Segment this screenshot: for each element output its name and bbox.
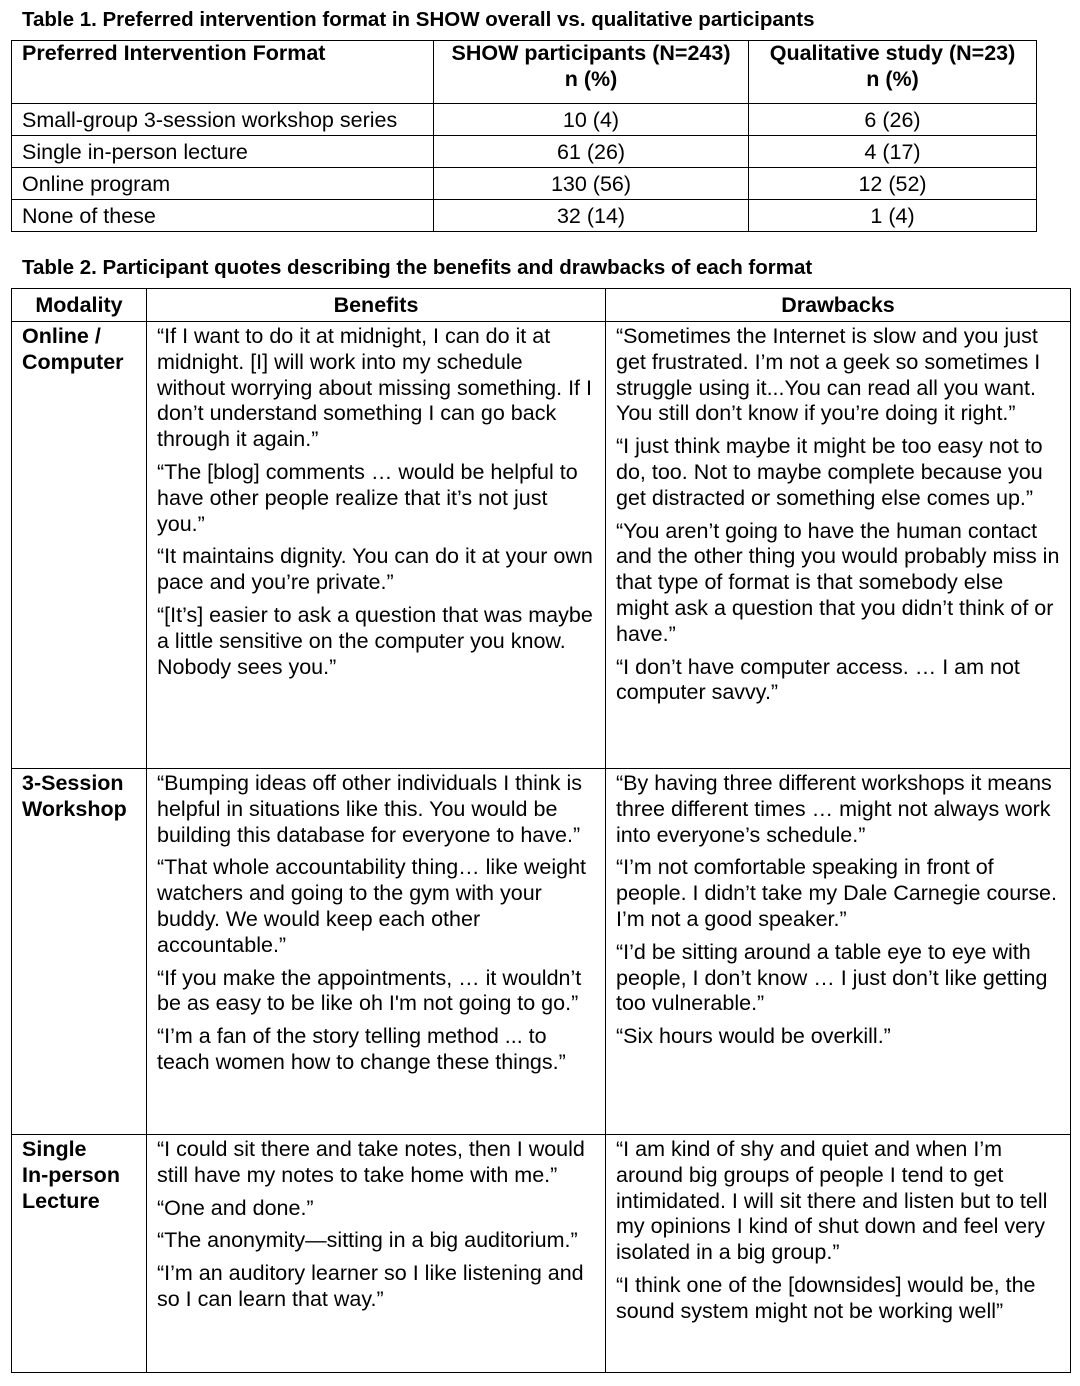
- table2-header-row: [12, 289, 1071, 322]
- quote: “That whole accountability thing… like weight watchers and going to the gym with your buddy. We would keep each other accountable.”: [157, 855, 587, 957]
- table-row: [12, 200, 1037, 232]
- modality-label: Lecture: [22, 1188, 100, 1213]
- modality-label: Workshop: [22, 796, 127, 821]
- drawbacks-cell: [606, 769, 1071, 1135]
- quote: “It maintains dignity. You can do it at your own pace and you’re private.”: [157, 544, 593, 595]
- format-cell: Single in-person lecture: [12, 136, 434, 168]
- show-count-cell: 32 (14): [434, 200, 749, 232]
- table-row: [12, 104, 1037, 136]
- quote: “If I want to do it at midnight, I can do it at midnight. [I] will work into my schedule without worrying about missing something. If I don’t understand something I can go back through it again.”: [157, 324, 592, 452]
- header-sublabel: n (%): [866, 66, 919, 91]
- quote: “I just think maybe it might be too easy not to do, too. Not to maybe complete because you get distracted or something else comes up.”: [616, 434, 1043, 510]
- show-count-cell: 130 (56): [434, 168, 749, 200]
- quote: “I am kind of shy and quiet and when I’m around big groups of people I tend to get intimidated. I will sit there and listen but to tell my opinions I kind of shut down and feel very isolated in a big group.”: [616, 1137, 1048, 1265]
- drawbacks-cell: [606, 322, 1071, 769]
- quote: “I could sit there and take notes, then I would still have my notes to take home with me.”: [157, 1137, 585, 1187]
- quote: “Six hours would be overkill.”: [616, 1024, 891, 1049]
- show-count-cell: 61 (26): [434, 136, 749, 168]
- format-cell: Small-group 3-session workshop series: [12, 104, 434, 136]
- quote: “I’m a fan of the story telling method ... to teach women how to change these things.”: [157, 1024, 566, 1074]
- modality-label: Online /: [22, 324, 101, 348]
- quote: “By having three different workshops it means three different times … might not always work into everyone’s schedule.”: [616, 771, 1052, 847]
- quote: “I’m not comfortable speaking in front of people. I didn’t take my Dale Carnegie course. I’m not a good speaker.”: [616, 855, 1057, 931]
- header-benefits: Benefits: [147, 289, 606, 322]
- preferred-format-table: [11, 40, 1037, 232]
- modality-row-online: [12, 322, 1071, 769]
- modality-label: Computer: [22, 349, 124, 374]
- format-cell: Online program: [12, 168, 434, 200]
- table1-header-format: [12, 41, 434, 104]
- table2-caption: Table 2. Participant quotes describing the benefits and drawbacks of each format: [22, 256, 813, 279]
- qual-count-cell: 6 (26): [749, 104, 1037, 136]
- quotes-table: [11, 288, 1071, 1373]
- show-count-cell: 10 (4): [434, 104, 749, 136]
- header-modality: Modality: [12, 289, 147, 322]
- quote: “I don’t have computer access. … I am not computer savvy.”: [616, 654, 1020, 705]
- modality-cell: [12, 322, 147, 769]
- modality-label: 3-Session: [22, 771, 124, 795]
- table1-caption: Table 1. Preferred intervention format in SHOW overall vs. qualitative participants: [22, 8, 815, 31]
- quote: “One and done.”: [157, 1195, 314, 1220]
- table1-header-show: [434, 41, 749, 104]
- drawbacks-cell: [606, 1135, 1071, 1373]
- quote: “I’d be sitting around a table eye to eye with people, I don’t know … I just don’t like getting too vulnerable.”: [616, 939, 1048, 1016]
- table1-header-qualitative: [749, 41, 1037, 104]
- quote: “I think one of the [downsides] would be, the sound system might not be working well”: [616, 1272, 1036, 1323]
- header-label: Preferred Intervention Format: [22, 41, 326, 65]
- header-drawbacks: Drawbacks: [606, 289, 1071, 322]
- modality-row-workshop: [12, 769, 1071, 1135]
- format-cell: None of these: [12, 200, 434, 232]
- quote: “Sometimes the Internet is slow and you just get frustrated. I’m not a geek so sometimes I struggle using it...You can read all you want. You still don’t know if you’re doing it right.”: [616, 324, 1041, 426]
- modality-cell: [12, 1135, 147, 1373]
- quote: “Bumping ideas off other individuals I think is helpful in situations like this. You would be building this database for everyone to have.”: [157, 771, 583, 847]
- header-sublabel: n (%): [564, 66, 618, 91]
- modality-label: In-person: [22, 1162, 120, 1187]
- header-label: SHOW participants (N=243): [451, 41, 731, 65]
- qual-count-cell: 1 (4): [749, 200, 1037, 232]
- qual-count-cell: 12 (52): [749, 168, 1037, 200]
- modality-cell: [12, 769, 147, 1135]
- table-row: [12, 136, 1037, 168]
- benefits-cell: [147, 322, 606, 769]
- table1-header-row: [12, 41, 1037, 104]
- quote: “I’m an auditory learner so I like listening and so I can learn that way.”: [157, 1261, 584, 1311]
- qual-count-cell: 4 (17): [749, 136, 1037, 168]
- table-row: [12, 168, 1037, 200]
- quote: “[It’s] easier to ask a question that was maybe a little sensitive on the computer you know. Nobody sees you.”: [157, 602, 593, 679]
- benefits-cell: [147, 769, 606, 1135]
- quote: “The anonymity—sitting in a big auditorium.”: [157, 1228, 578, 1253]
- quote: “The [blog] comments … would be helpful to have other people realize that it’s not just you.”: [157, 459, 578, 536]
- header-label: Qualitative study (N=23): [769, 41, 1016, 65]
- modality-row-lecture: [12, 1135, 1071, 1373]
- modality-label: Single: [22, 1137, 87, 1161]
- benefits-cell: [147, 1135, 606, 1373]
- quote: “If you make the appointments, … it wouldn’t be as easy to be like oh I'm not going to go.”: [157, 965, 582, 1016]
- quote: “You aren’t going to have the human contact and the other thing you would probably miss in that type of format is that somebody else might ask a question that you didn’t think of or have.”: [616, 518, 1060, 646]
